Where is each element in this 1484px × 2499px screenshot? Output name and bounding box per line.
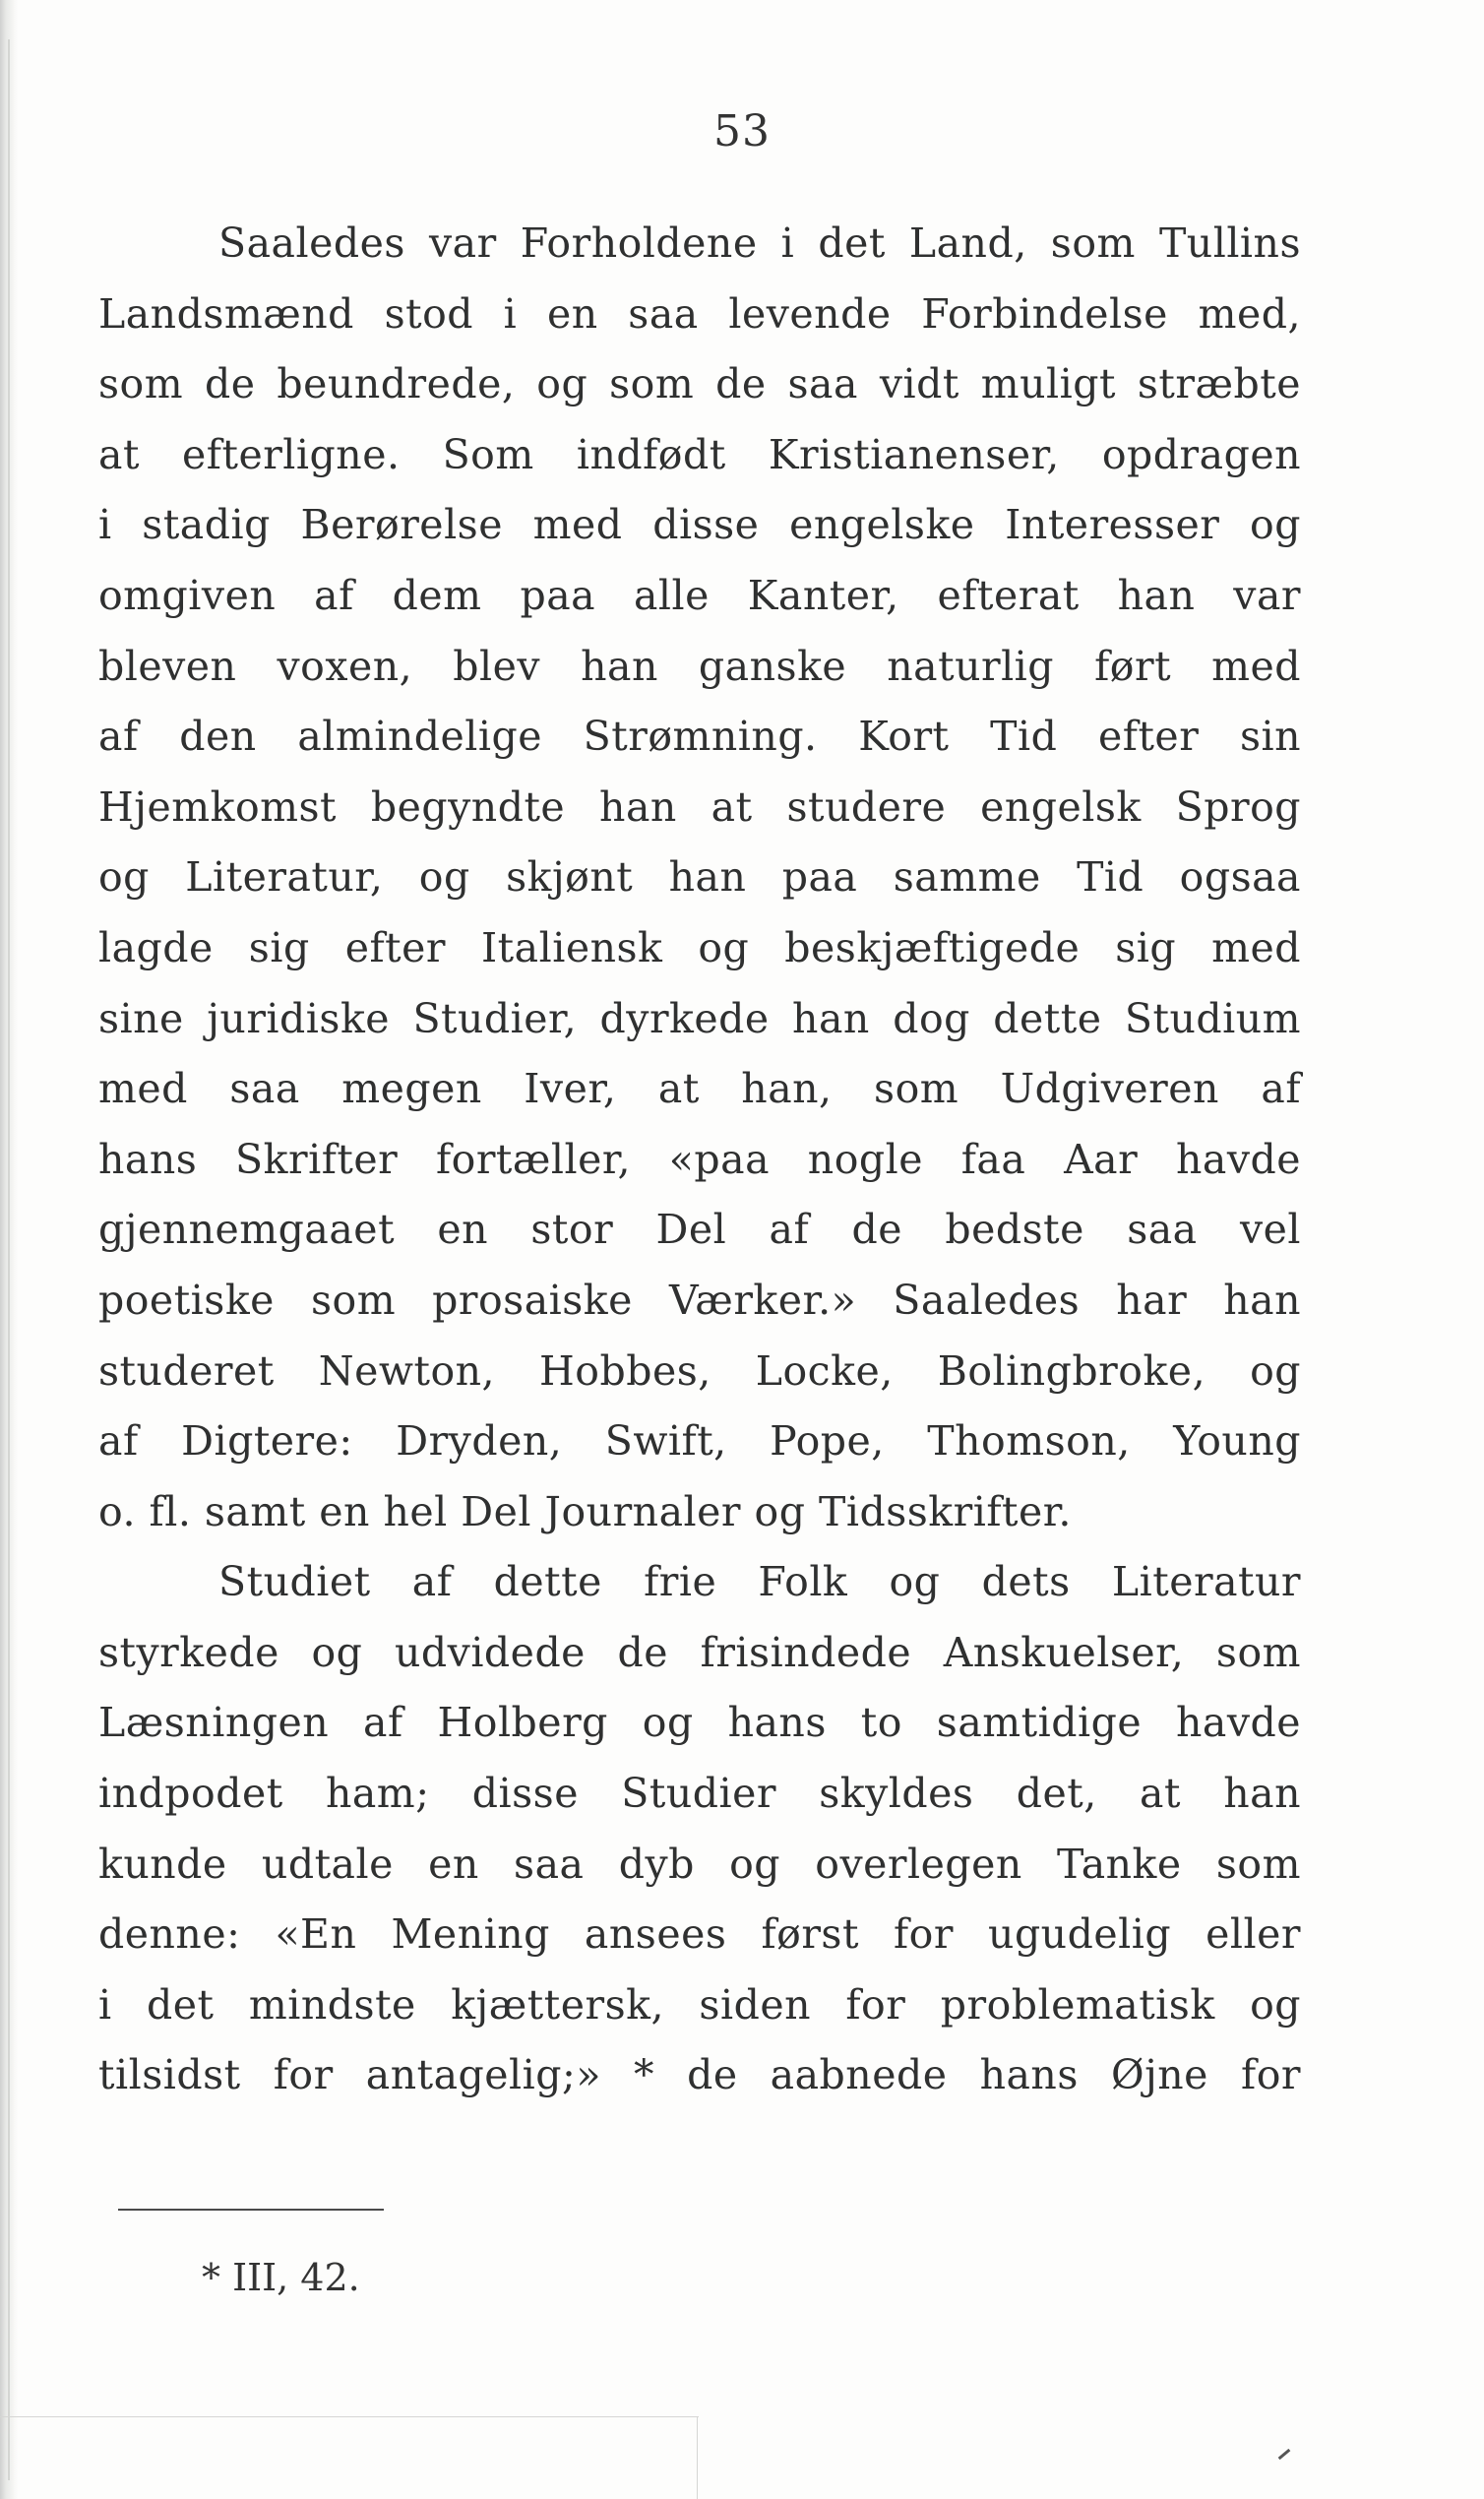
paragraph-1 [98, 209, 1301, 1547]
footnote-divider [118, 2209, 384, 2211]
text-line: poetiske som prosaiske Værker.» Saaledes har han [98, 1276, 1301, 1324]
footnote: * III, 42. [202, 2256, 360, 2299]
text-line: at efterligne. Som indfødt Kristianenser, opdragen [98, 430, 1301, 478]
text-line: gjennemgaaet en stor Del af de bedste saa vel [98, 1206, 1301, 1254]
text-line: omgiven af dem paa alle Kanter, efterat han var [98, 571, 1301, 619]
text-line: bleven voxen, blev han ganske naturlig ført med [98, 642, 1301, 690]
paragraph-2 [98, 1547, 1301, 2111]
text-line: studeret Newton, Hobbes, Locke, Bolingbroke, og [98, 1346, 1301, 1395]
text-line: i det mindste kjættersk, siden for problematisk og [98, 1980, 1301, 2029]
ink-mark [1278, 2449, 1291, 2460]
text-line: Studiet af dette frie Folk og dets Literatur [218, 1558, 1301, 1606]
text-line: Hjemkomst begyndte han at studere engelsk Sprog [98, 782, 1301, 831]
text-line: af den almindelige Strømning. Kort Tid efter sin [98, 713, 1301, 761]
text-line: sine juridiske Studier, dyrkede han dog dette Studium [98, 994, 1301, 1042]
text-line: Læsningen af Holberg og hans to samtidige havde [98, 1699, 1301, 1747]
text-line: o. fl. samt en hel Del Journaler og Tidsskrifter. [98, 1487, 1072, 1535]
text-line: Landsmænd stod i en saa levende Forbindelse med, [98, 289, 1301, 338]
text-line: tilsidst for antagelig;» * de aabnede hans Øjne for [98, 2051, 1301, 2099]
scan-margin-tick [697, 2416, 698, 2499]
text-line: med saa megen Iver, at han, som Udgiveren af [98, 1065, 1301, 1113]
scan-margin-line [0, 2416, 699, 2417]
text-line: lagde sig efter Italiensk og beskjæftigede sig med [98, 923, 1301, 971]
text-line: kunde udtale en saa dyb og overlegen Tanke som [98, 1840, 1301, 1888]
text-line: i stadig Berørelse med disse engelske Interesser og [98, 501, 1301, 549]
text-line: indpodet ham; disse Studier skyldes det, at han [98, 1770, 1301, 1818]
body-text [98, 209, 1301, 2111]
text-line: Saaledes var Forholdene i det Land, som Tullins [218, 219, 1301, 267]
text-line: hans Skrifter fortæller, «paa nogle faa Aar havde [98, 1135, 1301, 1183]
text-line: styrkede og udvidede de frisindede Anskuelser, som [98, 1628, 1301, 1676]
text-line: som de beundrede, og som de saa vidt muligt stræbte [98, 360, 1301, 408]
text-line: og Literatur, og skjønt han paa samme Tid ogsaa [98, 853, 1301, 902]
binding-edge-line [8, 39, 10, 2480]
text-line: denne: «En Mening ansees først for ugudelig eller [98, 1910, 1301, 1959]
page-number: 53 [713, 106, 771, 156]
text-line: af Digtere: Dryden, Swift, Pope, Thomson, Young [98, 1417, 1301, 1466]
